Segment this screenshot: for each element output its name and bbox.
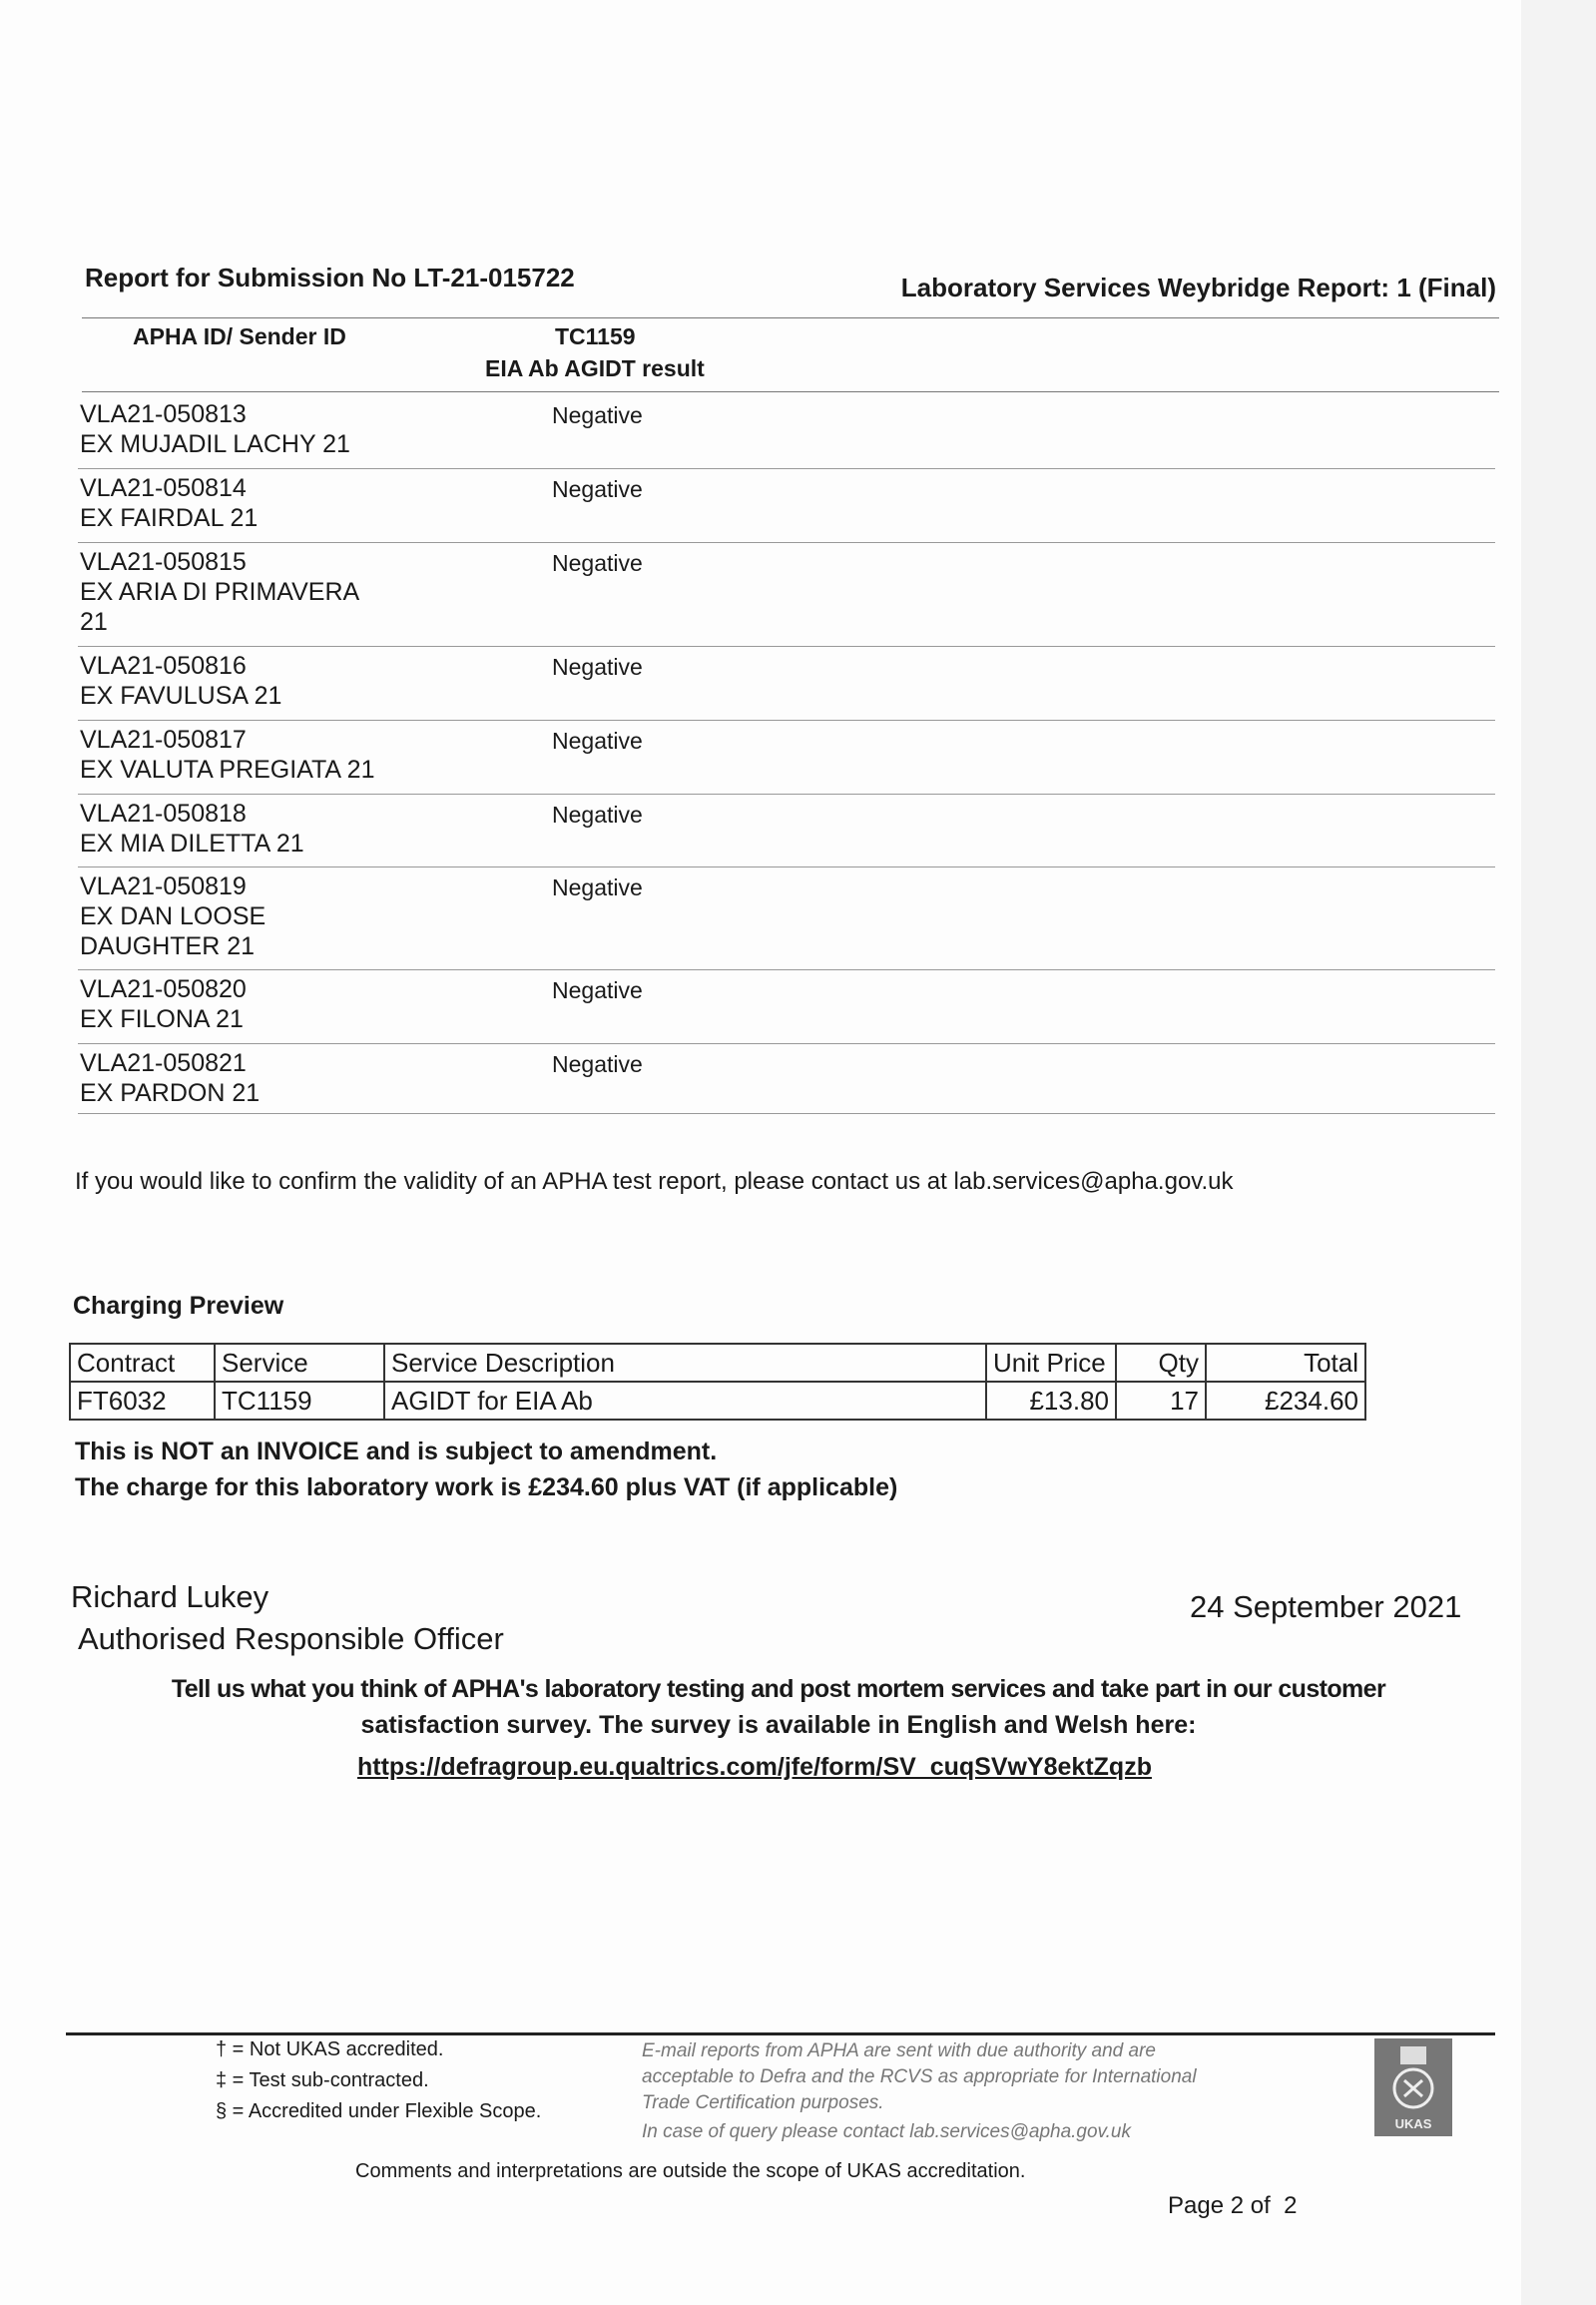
row-divider <box>78 646 1495 647</box>
signatory-name: Richard Lukey <box>71 1579 269 1614</box>
description: AGIDT for EIA Ab <box>384 1382 986 1420</box>
sample-name-cont: 21 <box>80 608 108 636</box>
th-qty: Qty <box>1116 1344 1206 1382</box>
sample-id: VLA21-050818 <box>80 800 247 828</box>
not-invoice-note: This is NOT an INVOICE and is subject to amendment. <box>75 1438 718 1465</box>
test-result: Negative <box>552 476 643 502</box>
page-number: Page 2 of 2 <box>1168 2192 1298 2219</box>
row-divider <box>78 866 1495 867</box>
sample-id: VLA21-050814 <box>80 474 247 502</box>
sample-id: VLA21-050820 <box>80 975 247 1003</box>
charging-title: Charging Preview <box>73 1292 284 1320</box>
charge-note: The charge for this laboratory work is £234.60 plus VAT (if applicable) <box>75 1473 898 1501</box>
charging-row <box>70 1382 1365 1420</box>
comments-note: Comments and interpretations are outside the scope of UKAS accreditation. <box>355 2160 1026 2182</box>
sample-name: EX MUJADIL LACHY 21 <box>80 430 350 458</box>
sample-name: EX FAVULUSA 21 <box>80 682 282 710</box>
test-result: Negative <box>552 654 643 680</box>
row-divider <box>78 969 1495 970</box>
col-header-test-name: EIA Ab AGIDT result <box>485 355 705 381</box>
legend-flexible-scope: § = Accredited under Flexible Scope. <box>216 2100 542 2122</box>
unit-price: £13.80 <box>986 1382 1116 1420</box>
th-description: Service Description <box>384 1344 986 1382</box>
confirm-text: If you would like to confirm the validity of an APHA test report, please contact us at lab.services@apha.gov.uk <box>75 1168 1234 1195</box>
sample-name: EX MIA DILETTA 21 <box>80 830 304 858</box>
th-contract: Contract <box>70 1344 215 1382</box>
divider <box>82 317 1499 318</box>
survey-line-2: satisfaction survey. The survey is available in English and Welsh here: <box>360 1711 1197 1739</box>
qty: 17 <box>1116 1382 1206 1420</box>
footer-divider <box>66 2032 1495 2035</box>
sample-name: EX ARIA DI PRIMAVERA <box>80 578 360 606</box>
charging-header-row <box>70 1344 1365 1382</box>
survey-line-1: Tell us what you think of APHA's laboratory testing and post mortem services and take part in our customer <box>171 1675 1386 1703</box>
ukas-logo <box>1374 2038 1452 2136</box>
sample-id: VLA21-050817 <box>80 726 247 754</box>
sample-name: EX VALUTA PREGIATA 21 <box>80 756 375 784</box>
divider <box>82 391 1499 392</box>
legend-not-accredited: † = Not UKAS accredited. <box>216 2038 444 2060</box>
signatory-role: Authorised Responsible Officer <box>78 1621 504 1656</box>
ukas-crown-icon <box>1374 2038 1452 2136</box>
col-header-test-code: TC1159 <box>555 323 636 349</box>
row-divider <box>78 720 1495 721</box>
report-date: 24 September 2021 <box>1190 1589 1462 1624</box>
sample-id: VLA21-050816 <box>80 652 247 680</box>
row-divider <box>78 468 1495 469</box>
email-note-1: E-mail reports from APHA are sent with due authority and are <box>642 2040 1156 2061</box>
test-result: Negative <box>552 874 643 900</box>
sample-id: VLA21-050815 <box>80 548 247 576</box>
email-note-2: acceptable to Defra and the RCVS as appropriate for International <box>642 2066 1197 2087</box>
row-divider <box>78 794 1495 795</box>
lab-report-title: Laboratory Services Weybridge Report: 1 (Final) <box>900 273 1496 302</box>
svg-text:UKAS: UKAS <box>1394 2116 1432 2131</box>
test-result: Negative <box>552 802 643 828</box>
row-divider <box>78 1113 1495 1114</box>
test-result: Negative <box>552 1051 643 1077</box>
row-divider <box>78 1043 1495 1044</box>
test-result: Negative <box>552 728 643 754</box>
scan-edge <box>1521 0 1596 2305</box>
contract: FT6032 <box>70 1382 215 1420</box>
sample-id: VLA21-050819 <box>80 872 247 900</box>
th-unit-price: Unit Price <box>986 1344 1116 1382</box>
sample-id: VLA21-050813 <box>80 400 247 428</box>
test-result: Negative <box>552 402 643 428</box>
col-header-id: APHA ID/ Sender ID <box>133 323 346 349</box>
sample-id: VLA21-050821 <box>80 1049 247 1077</box>
total: £234.60 <box>1206 1382 1365 1420</box>
sample-name-cont: DAUGHTER 21 <box>80 932 256 960</box>
legend-subcontracted: ‡ = Test sub-contracted. <box>216 2069 429 2091</box>
email-note-3: Trade Certification purposes. <box>642 2092 884 2113</box>
test-result: Negative <box>552 550 643 576</box>
survey-link[interactable]: https://defragroup.eu.qualtrics.com/jfe/form/SV_cuqSVwY8ektZqzb <box>357 1753 1152 1781</box>
service: TC1159 <box>215 1382 384 1420</box>
sample-name: EX FAIRDAL 21 <box>80 504 259 532</box>
submission-title: Report for Submission No LT-21-015722 <box>85 263 575 292</box>
sample-name: EX DAN LOOSE <box>80 902 266 930</box>
th-service: Service <box>215 1344 384 1382</box>
row-divider <box>78 542 1495 543</box>
charging-table <box>69 1343 1366 1421</box>
sample-name: EX PARDON 21 <box>80 1079 261 1107</box>
query-note: In case of query please contact lab.services@apha.gov.uk <box>642 2121 1131 2142</box>
test-result: Negative <box>552 977 643 1003</box>
sample-name: EX FILONA 21 <box>80 1005 244 1033</box>
th-total: Total <box>1206 1344 1365 1382</box>
